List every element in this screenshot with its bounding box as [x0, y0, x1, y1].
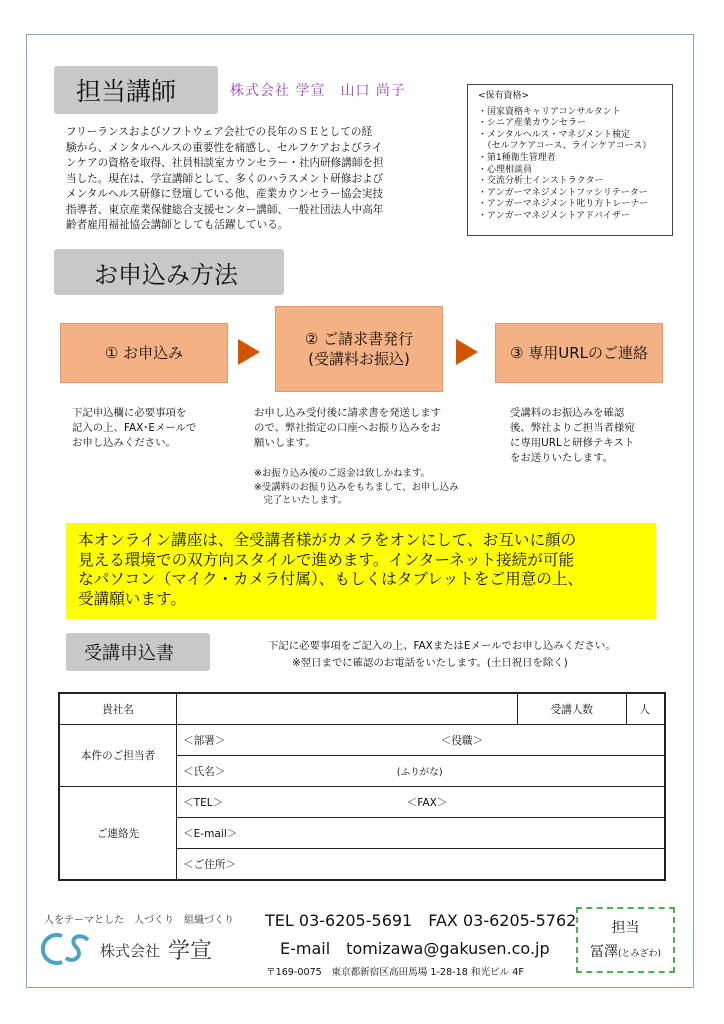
application-form — [58, 692, 666, 881]
position-label: ＜役職＞ — [440, 734, 484, 747]
furigana-label: (ふりがな) — [396, 766, 443, 778]
apply-heading: お申込み方法 — [54, 249, 284, 295]
online-notice: 本オンライン講座は、全受講者様がカメラをオンにして、お互いに顔の 見える環境での双方向スタイルで進めます。インターネット接続が可能 なパソコン（マイク・カメラ付属）、もしくはタブレットをご用意の上、 受講願います。 — [66, 523, 656, 619]
footer-address: 〒169-0075 東京都新宿区高田馬場 1-28-18 和光ビル 4F — [266, 967, 524, 978]
attendee-count-field[interactable] — [626, 693, 665, 725]
form-instruction: 下記に必要事項をご記入の上、FAXまたはEメールでお申し込みください。 — [268, 640, 616, 652]
step-3-description: 受講料のお振込みを確認 後、弊社よりご担当者様宛 に専用URLと研修テキスト をお送りいたします。 — [510, 407, 635, 464]
address-field[interactable] — [177, 849, 666, 881]
fax-label: ＜FAX＞ — [406, 796, 448, 809]
contact-person-name: 冨澤 — [589, 944, 618, 960]
contact-person-reading: (とみざわ) — [617, 949, 662, 959]
footer-tel-fax: TEL 03-6205-5691 FAX 03-6205-5762 — [265, 911, 577, 930]
person-label: 本件のご担当者 — [59, 725, 177, 787]
attendee-count-label: 受講人数 — [517, 693, 626, 725]
step-3-box: ③ 専用URLのご連絡 — [495, 323, 663, 383]
footer-company-prefix: 株式会社 — [100, 942, 161, 960]
footer-tagline: 人をテーマとした 人づくり 組織づくり — [44, 915, 234, 926]
qualifications-box: <保有資格> ・国家資格キャリアコンサルタント ・シニア産業カウンセラー ・メンタルヘルス・マネジメント検定 （セルフケアコース、ラインケアコース） ・第1種衛生管理者 ・心理相談員 ・交流分析士インストラクター ・アンガーマネジメントファシリテーター ・アンガーマネジメント叱り方トレーナー ・アンガーマネジメントアドバイザー — [467, 84, 673, 236]
instructor-bio: フリーランスおよびソフトウェア会社での長年のＳＥとしての経 験から、メンタルヘルスの重要性を痛感し、セルフケアおよびライ ンケアの資格を取得、社員相談室カウンセラー・社内研修講師を担 当した。現在は、学宣講師として、多くのハラスメント研修および メンタルヘルス研修に登壇している他、産業カウンセラー協会実技 指導者、東京産業保健総合支援センター講師、一般社団法人中高年 齢者雇用福祉協会講師としても活躍している。 — [66, 126, 384, 231]
instructor-name: 株式会社 学宣 山口 尚子 — [230, 83, 406, 99]
footer-email: E-mail tomizawa@gakusen.co.jp — [280, 939, 550, 958]
attendee-count-unit: 人 — [639, 703, 650, 716]
tel-label: ＜TEL＞ — [183, 796, 224, 809]
qualifications-title: <保有資格> — [478, 91, 530, 101]
arrow-right-icon — [456, 339, 478, 365]
step-1-description: 下記申込欄に必要事項を 記入の上、FAX･Eメールで お申し込みください。 — [72, 407, 197, 449]
step-1-box: ① お申込み — [60, 323, 228, 383]
department-position-field[interactable] — [177, 725, 666, 756]
company-field[interactable] — [177, 693, 518, 725]
instructor-heading: 担当講師 — [54, 66, 218, 114]
footer-company-name: 学宣 — [168, 939, 213, 964]
name-label: ＜氏名＞ — [183, 765, 226, 778]
step-2-description: お申し込み受付後に請求書を発送します ので、弊社指定の口座へお振り込みをお 願いします。 — [254, 407, 442, 449]
company-logo-icon — [40, 930, 96, 968]
contact-person-box — [576, 907, 675, 973]
arrow-right-icon — [238, 339, 260, 365]
address-label: ＜ご住所＞ — [183, 858, 236, 871]
form-callback-note: ※翌日までに確認のお電話をいたします。(土日祝日を除く) — [292, 657, 568, 669]
step-2-box: ② ご請求書発行 (受講料お振込) — [275, 306, 443, 392]
tel-fax-field[interactable] — [177, 787, 666, 818]
contact-person-label: 担当 — [611, 920, 640, 936]
email-label: ＜E-mail＞ — [183, 827, 238, 840]
company-label: 貴社名 — [59, 693, 177, 725]
step-2-notes: ※お振り込み後のご返金は致しかねます。 ※受講料のお振り込みをもちまして、お申し込み 完了といたします。 — [254, 468, 459, 506]
email-field[interactable] — [177, 818, 666, 849]
form-heading: 受講申込書 — [66, 633, 210, 671]
department-label: ＜部署＞ — [183, 734, 226, 747]
name-field[interactable] — [177, 756, 666, 787]
contact-label: ご連絡先 — [59, 787, 177, 881]
